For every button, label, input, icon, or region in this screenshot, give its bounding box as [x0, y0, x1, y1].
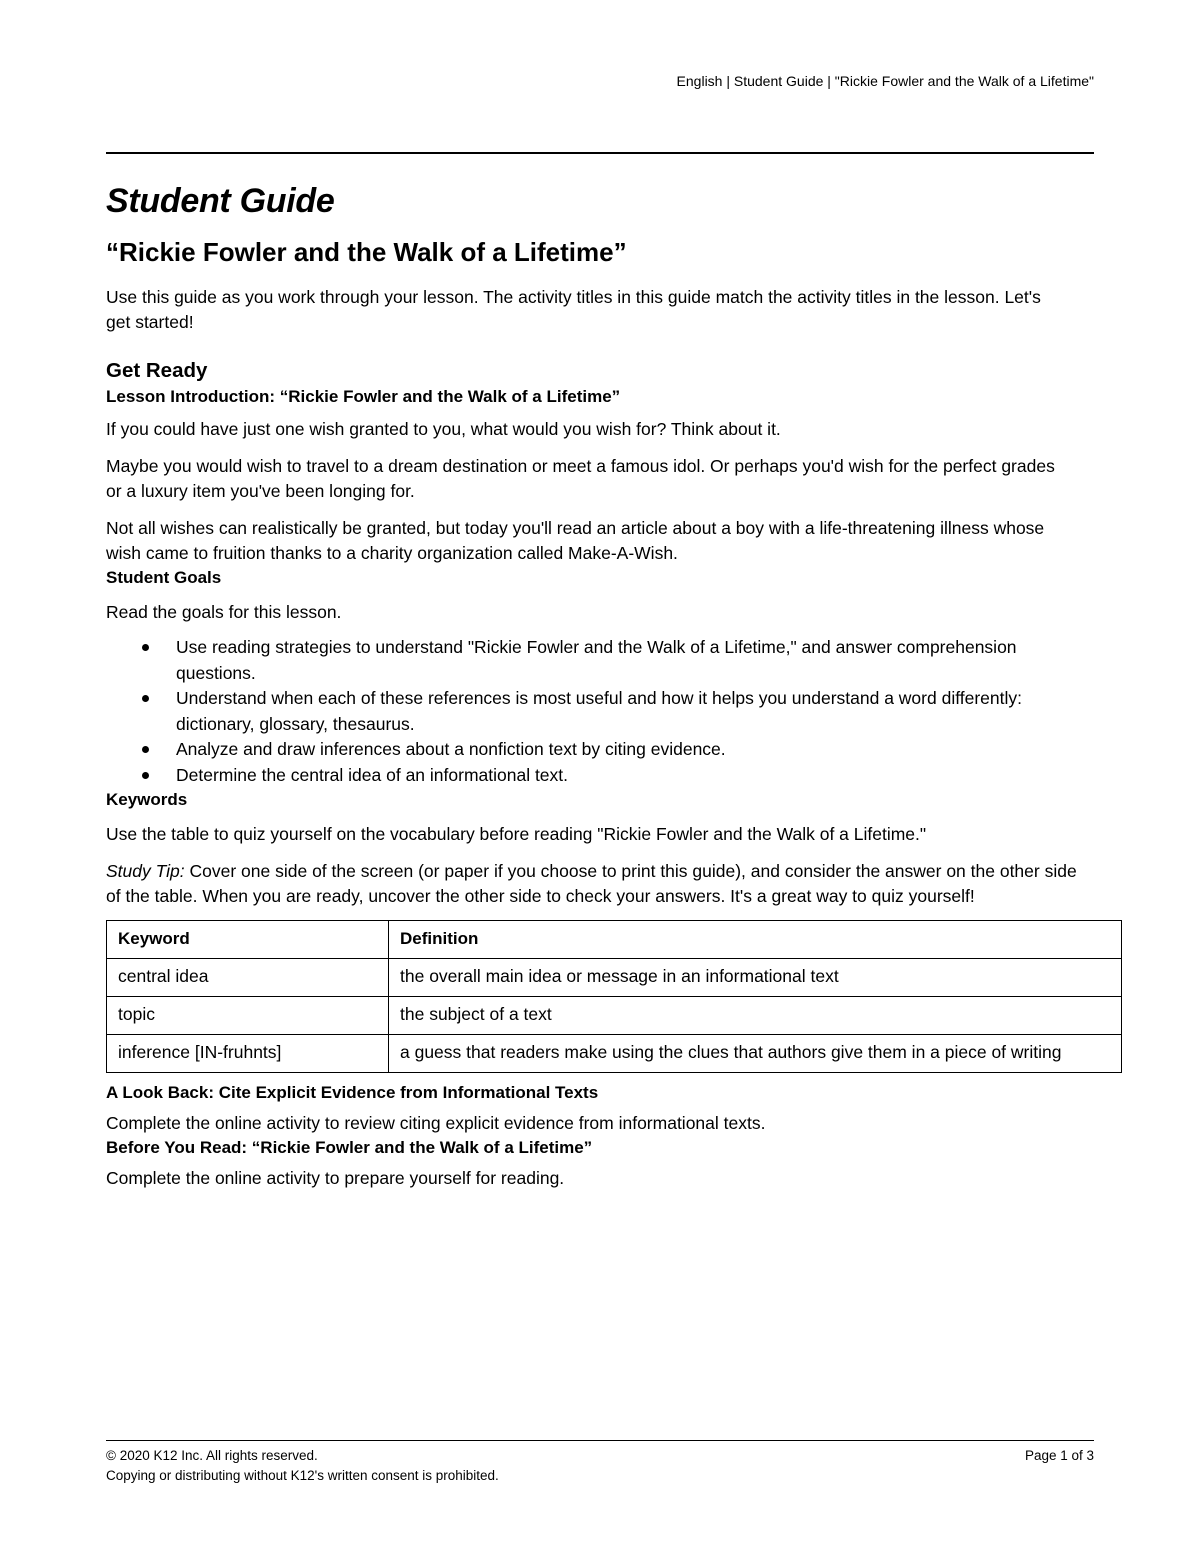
study-tip-label: Study Tip:	[106, 861, 185, 881]
keywords-heading: Keywords	[106, 790, 188, 809]
student-goals-intro: Read the goals for this lesson.	[106, 602, 342, 622]
keywords-table	[106, 920, 1122, 1073]
footer-left	[106, 1446, 499, 1486]
header-divider	[106, 152, 1094, 154]
copyright-text: © 2020 K12 Inc. All rights reserved.	[106, 1448, 318, 1463]
study-tip-paragraph	[106, 859, 1091, 909]
list-item: Analyze and draw inferences about a nonfiction text by citing evidence.	[176, 737, 1076, 763]
student-goals-heading: Student Goals	[106, 568, 222, 587]
keywords-intro: Use the table to quiz yourself on the vocabulary before reading "Rickie Fowler and the Walk of a Lifetime."	[106, 824, 927, 844]
running-header: English | Student Guide | "Rickie Fowler and the Walk of a Lifetime"	[676, 73, 1094, 89]
document-page	[106, 0, 1094, 1553]
document-body	[106, 180, 1094, 1191]
column-header-definition: Definition	[389, 921, 1122, 959]
study-tip-text: Cover one side of the screen (or paper if you choose to print this guide), and consider the answer on the other side of the table. When you are ready, uncover the other side to check your answers. It's a great way to quiz yourself!	[106, 861, 1077, 906]
keyword-cell: central idea	[107, 959, 389, 997]
look-back-heading: A Look Back: Cite Explicit Evidence from Informational Texts	[106, 1083, 599, 1102]
lesson-intro-paragraph: Maybe you would wish to travel to a dream destination or meet a famous idol. Or perhaps you'd wish for the perfect grades or a luxury item you've been longing for.	[106, 456, 1055, 501]
column-header-keyword: Keyword	[107, 921, 389, 959]
consent-notice: Copying or distributing without K12's written consent is prohibited.	[106, 1468, 499, 1483]
list-item: Determine the central idea of an informational text.	[176, 763, 1076, 789]
before-you-read-heading: Before You Read: “Rickie Fowler and the Walk of a Lifetime”	[106, 1138, 593, 1157]
goals-list	[106, 635, 1076, 788]
table-row	[107, 997, 1122, 1035]
lesson-introduction-heading: Lesson Introduction: “Rickie Fowler and the Walk of a Lifetime”	[106, 387, 621, 406]
intro-paragraph: Use this guide as you work through your lesson. The activity titles in this guide match the activity titles in the lesson. Let's get started!	[106, 287, 1041, 332]
lesson-intro-paragraph: Not all wishes can realistically be granted, but today you'll read an article about a boy with a life-threatening illness whose wish came to fruition thanks to a charity organization called Make-A-Wish.	[106, 518, 1045, 563]
definition-cell: the overall main idea or message in an informational text	[389, 959, 1122, 997]
definition-cell: the subject of a text	[389, 997, 1122, 1035]
lesson-intro-paragraph: If you could have just one wish granted to you, what would you wish for? Think about it.	[106, 419, 781, 439]
footer-divider	[106, 1440, 1094, 1441]
table-row	[107, 1035, 1122, 1073]
table-header-row	[107, 921, 1122, 959]
before-you-read-text: Complete the online activity to prepare yourself for reading.	[106, 1168, 565, 1188]
list-item: Use reading strategies to understand "Rickie Fowler and the Walk of a Lifetime," and answer comprehension questions.	[176, 635, 1076, 686]
keyword-cell: inference [IN-fruhnts]	[107, 1035, 389, 1073]
page-title: Student Guide	[106, 182, 335, 220]
section-heading-get-ready: Get Ready	[106, 359, 208, 382]
definition-cell: a guess that readers make using the clues that authors give them in a piece of writing	[389, 1035, 1122, 1073]
look-back-text: Complete the online activity to review citing explicit evidence from informational texts.	[106, 1113, 766, 1133]
keyword-cell: topic	[107, 997, 389, 1035]
list-item: Understand when each of these references is most useful and how it helps you understand a word differently: dictionary, glossary, thesaurus.	[176, 686, 1076, 737]
page-subtitle: “Rickie Fowler and the Walk of a Lifetime”	[106, 237, 627, 267]
table-row	[107, 959, 1122, 997]
page-number: Page 1 of 3	[1024, 1448, 1094, 1463]
